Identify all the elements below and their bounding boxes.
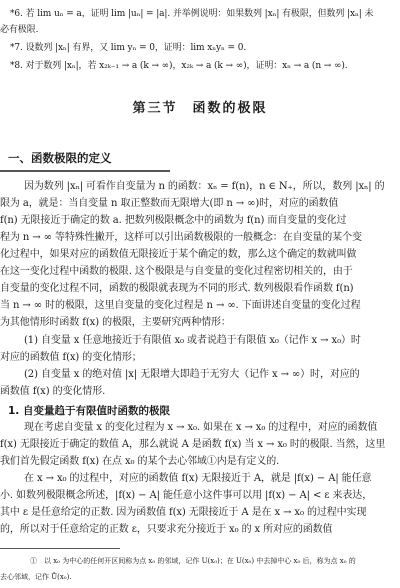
exercise-number: *7. [10,43,23,53]
exercise-number: *8. [10,61,23,71]
body-line: 为其他情形时函数 f(x) 的极限，主要研究两种情形： [0,317,231,328]
body-line: 限为 a，就是：当自变量 n 取正整数而无限增大(即 n → ∞)时，对应的函数值 [0,198,339,209]
exercise-text: 设数列 |xₙ| 有界，又 lim yₙ = 0，证明：lim xₙyₙ = 0. [25,43,247,53]
body-line: 化过程中，如果对应的函数值无限接近于某个确定的数，那么这个确定的数就叫做 [0,249,357,260]
heading-function-limit-definition: 一、函数极限的定义 [8,151,112,165]
body-line: 自变量的变化过程不同，函数的极限就表现为不同的形式. 数列极限看作函数 f(n) [0,283,354,294]
body-line: 函数值 f(x) 的变化情形. [0,386,106,397]
body-line: f(x) 无限接近于确定的数值 A，那么就说 A 是函数 f(x) 当 x → x₀ 时的极限. 当然，这里 [0,439,386,450]
body-line: f(n) 无限接近于确定的数 a. 把数列极限概念中的函数为 f(n) 而自变量的变化过 [0,215,347,226]
body-line: (2) 自变量 x 的绝对值 |x| 无限增大即趋于无穷大（记作 x → ∞）时，对应的 [24,369,360,380]
body-line: 在这一变化过程中函数的极限. 这个极限是与自变量的变化过程密切相关的，由于 [0,266,353,277]
exercise-number: *6. [10,9,23,19]
heading-finite-limit: 1. 自变量趋于有限值时函数的极限 [8,405,170,417]
exercise-text: 对于数列 |xₙ|，若 x₂ₖ₋₁ → a (k → ∞)，x₂ₖ → a (k → ∞)，证明：xₙ → a (n → ∞). [25,61,348,71]
footnote-line: ① 以 x₀ 为中心的任何开区间称为点 x₀ 的邻域，记作 U(x₀)；在 U(x₀) 中去掉中心 x₀ 后，称为点 x₀ 的 [30,557,356,565]
body-line: 小. 如数列极限概念所述，|f(x) − A| 能任意小这件事可以用 |f(x) − A| < ε 来表达， [0,490,373,501]
exercise-7 [10,42,400,54]
body-line: 现在考虑自变量 x 的变化过程为 x → x₀. 如果在 x → x₀ 的过程中，对应的函数值 [24,422,378,433]
body-line: 对应的函数值 f(x) 的变化情形； [0,352,142,363]
body-line: 当 n → ∞ 时的极限，这里自变量的变化过程是 n → ∞. 下面讲述自变量的变化过程 [0,300,361,311]
body-line: 因为数列 |xₙ| 可看作自变量为 n 的函数：xₙ = f(n)，n ∈ N₊，所以，数列 |xₙ| 的 [24,181,385,192]
heading-underline [0,170,170,172]
body-line: (1) 自变量 x 任意地接近于有限值 x₀ 或者说趋于有限值 x₀（记作 x → x₀）时 [24,335,361,346]
exercise-6 [10,8,400,20]
exercise-8 [10,60,400,72]
footnote-rule [0,548,120,549]
section-title: 第三节 函数的极限 [132,101,268,116]
body-line: 其中 ε 是任意给定的正数. 因为函数值 f(x) 无限接近于 A 是在 x → x₀ 的过程中实现 [0,507,367,518]
footnote-line: 去心邻域，记作 Ů(x₀). [0,573,72,581]
body-line: 在 x → x₀ 的过程中，对应的函数值 f(x) 无限接近于 A，就是 |f(x) − A| 能任意 [24,473,372,484]
body-line: 的，所以对于任意给定的正数 ε，只要求充分接近于 x₀ 的 x 所对应的函数值 [0,524,333,535]
exercise-6-continued: 必有极限. [0,25,39,35]
exercise-text: 若 lim uₙ = a，证明 lim |uₙ| = |a|. 并举例说明：如果数列 |xₙ| 有极限，但数列 |xₙ| 未 [25,9,374,19]
body-line: 我们首先假定函数 f(x) 在点 x₀ 的某个去心邻域①内是有定义的. [0,456,280,467]
body-line: 程为 n → ∞ 等特殊性撇开，这样可以引出函数极限的一般概念：在自变量的某个变 [0,232,362,243]
